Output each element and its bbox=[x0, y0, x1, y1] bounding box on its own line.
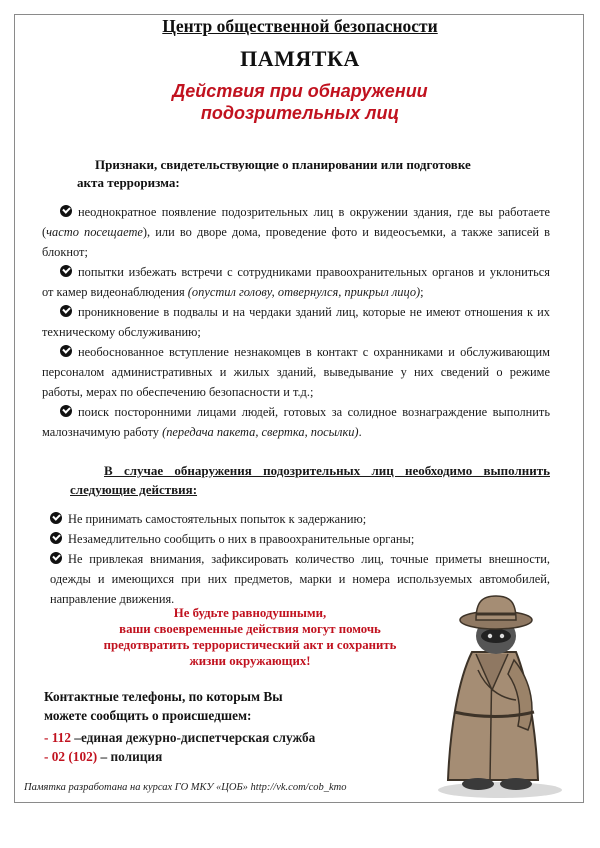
list-item bbox=[50, 509, 550, 529]
action-text: Не привлекая внимания, зафиксировать количество лиц, точные приметы внешности, одежды и имеющихся при них предметов, марки и номера используемых автомобилей, направление движения. bbox=[50, 552, 550, 606]
actions-heading: В случае обнаружения подозрительных лиц необходимо выполнить следующие действия: bbox=[70, 463, 550, 497]
phone-list bbox=[44, 728, 315, 766]
contacts-heading-line-2: можете сообщить о происшедшем: bbox=[44, 708, 252, 723]
phone-description: – полиция bbox=[97, 749, 163, 764]
appeal-line-2: ваши своевременные действия могут помочь bbox=[119, 622, 381, 636]
list-item bbox=[50, 529, 550, 549]
signs-heading bbox=[77, 156, 550, 192]
sign-text-end: . bbox=[358, 425, 362, 439]
sign-text-italic: часто посещаете bbox=[46, 225, 143, 239]
check-circle-icon bbox=[50, 532, 62, 544]
phone-item bbox=[44, 728, 315, 747]
subtitle-line-1: Действия при обнаружении bbox=[172, 81, 428, 101]
sign-text: необоснованное вступление незнакомцев в контакт с охранниками и обслуживающим персоналом административных и жилых зданий, выведывание у них сведений о режиме работы, мерах по обеспечению безопасности и т.д.; bbox=[42, 345, 550, 399]
sign-text-italic: (опустил голову, отвернулся, прикрыл лицо) bbox=[187, 285, 421, 299]
center-title: Центр общественной безопасности bbox=[162, 16, 438, 36]
list-item bbox=[42, 302, 550, 342]
sign-text-end: ; bbox=[420, 285, 424, 299]
list-item bbox=[42, 262, 550, 302]
phone-number: - 02 (102) bbox=[44, 749, 98, 764]
contacts-heading bbox=[44, 687, 324, 725]
check-circle-icon bbox=[60, 305, 72, 317]
check-circle-icon bbox=[50, 552, 62, 564]
sign-text: проникновение в подвалы и на чердаки зданий лиц, которые не имеют отношения к их техническому обслуживанию; bbox=[42, 305, 550, 339]
appeal-line-1: Не будьте равнодушными, bbox=[173, 606, 327, 620]
memo-title: ПАМЯТКА bbox=[240, 46, 360, 71]
check-circle-icon bbox=[60, 405, 72, 417]
signs-heading-line-2: акта терроризма: bbox=[77, 175, 180, 190]
check-circle-icon bbox=[60, 265, 72, 277]
memo-subtitle bbox=[110, 80, 490, 124]
action-text: Незамедлительно сообщить о них в правоохранительные органы; bbox=[68, 532, 415, 546]
check-circle-icon bbox=[60, 345, 72, 357]
sign-text-end: ), или во дворе дома, проведение фото и видеосъемки, а также записей в блокнот; bbox=[42, 225, 551, 259]
spy-figure-icon bbox=[420, 590, 570, 800]
signs-heading-line-1: Признаки, свидетельствующие о планировании или подготовке bbox=[95, 157, 471, 172]
phone-number: - 112 bbox=[44, 730, 71, 745]
check-circle-icon bbox=[60, 205, 72, 217]
signs-list bbox=[42, 202, 550, 442]
list-item bbox=[42, 402, 550, 442]
list-item bbox=[42, 342, 550, 402]
check-circle-icon bbox=[50, 512, 62, 524]
appeal-text bbox=[90, 605, 410, 669]
sign-text: попытки избежать встречи с сотрудниками правоохранительных органов и уклониться от камер видеонаблюдения bbox=[42, 265, 550, 299]
appeal-line-3: предотвратить террористический акт и сохранить bbox=[103, 638, 397, 652]
list-item bbox=[42, 202, 550, 262]
subtitle-line-2: подозрительных лиц bbox=[200, 103, 400, 123]
sign-text: поиск посторонними лицами людей, готовых за солидное вознаграждение выполнить малозначимую работу bbox=[42, 405, 550, 439]
sign-text: неоднократное появление подозрительных лиц в окружении здания, где вы работаете ( bbox=[42, 205, 550, 239]
sign-text-italic: (передача пакета, свертка, посылки) bbox=[162, 425, 359, 439]
phone-item bbox=[44, 747, 315, 766]
appeal-line-4: жизни окружающих! bbox=[189, 654, 311, 668]
contacts-heading-line-1: Контактные телефоны, по которым Вы bbox=[44, 689, 283, 704]
phone-description: –единая дежурно-диспетчерская служба bbox=[70, 730, 316, 745]
footer-credit: Памятка разработана на курсах ГО МКУ «ЦОБ» http://vk.com/cob_kmo bbox=[24, 782, 347, 793]
action-text: Не принимать самостоятельных попыток к задержанию; bbox=[68, 512, 367, 526]
